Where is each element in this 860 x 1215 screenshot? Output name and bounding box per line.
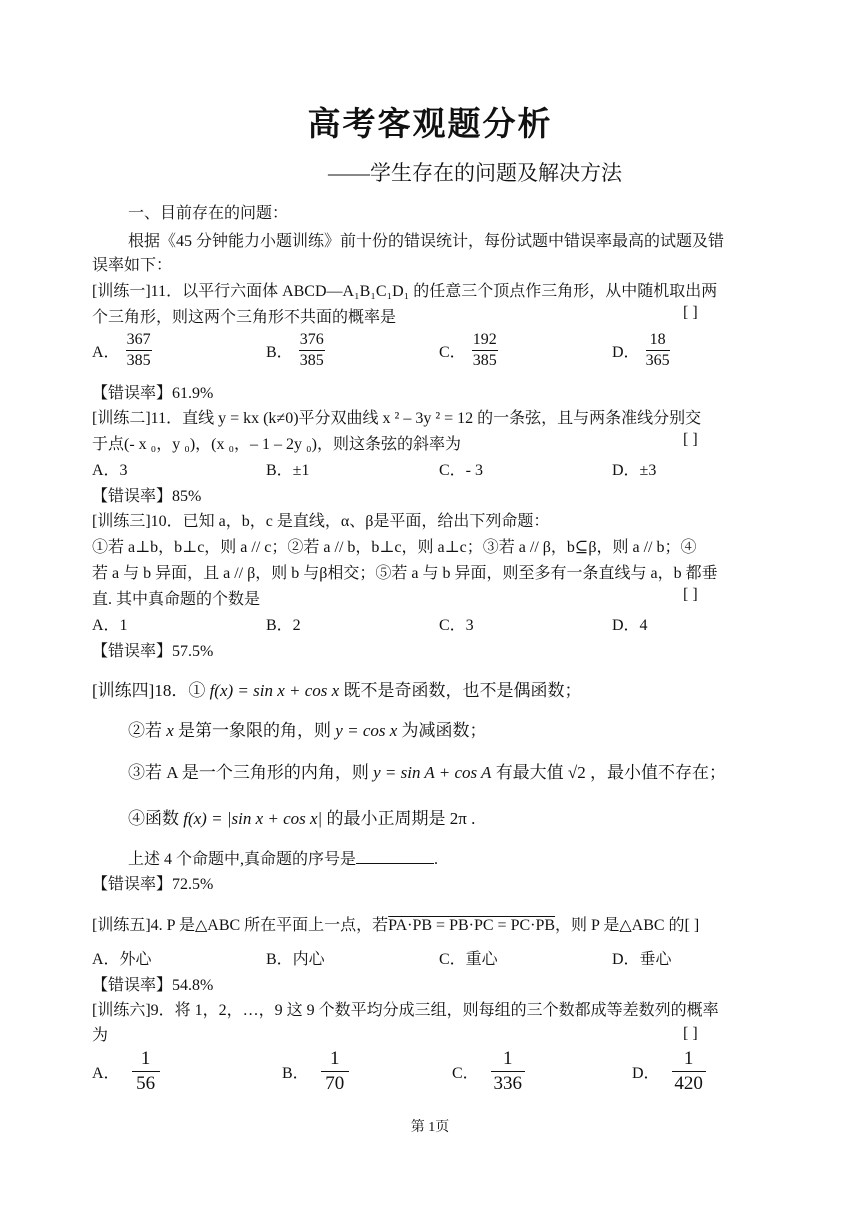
option-label: D． [612, 344, 640, 361]
q1-option-d [612, 330, 670, 371]
math-expression: x [166, 721, 174, 740]
denominator: 70 [325, 1072, 345, 1094]
q4-text: ②若 [128, 721, 167, 740]
q2-error-rate: 【错误率】85% [92, 488, 202, 505]
math-expression: f(x) = sin x + cos x [209, 681, 340, 700]
q3-option-c: C．3 [439, 617, 474, 634]
q6-option-a [92, 1047, 160, 1096]
math-expression: y = cos x [335, 721, 398, 740]
option-label: B． [266, 344, 293, 361]
q4-error-rate: 【错误率】72.5% [92, 876, 214, 893]
denominator: 336 [493, 1072, 522, 1094]
option-label: A． [92, 1064, 120, 1082]
numerator: 192 [472, 330, 498, 351]
vector-expression: PA·PB = PB·PC = PC·PB [388, 917, 556, 934]
fraction [672, 1047, 706, 1096]
q4-line-5 [128, 846, 438, 869]
numerator: 18 [646, 330, 670, 351]
q6-option-b [282, 1047, 349, 1096]
q4-text: 的最小正周期是 2π . [322, 809, 476, 828]
q2-option-c: C．- 3 [439, 462, 484, 479]
q4-text: 既不是奇函数，也不是偶函数； [339, 681, 582, 700]
q4-line-2 [128, 716, 487, 741]
denominator: 385 [299, 352, 324, 369]
document-title: 高考客观题分析 [307, 104, 553, 143]
q1-line-1: [训练一]11．以平行六面体 ABCD—A₁B₁C₁D₁ 的任意三个顶点作三角形，从中随机取出两 [92, 283, 718, 300]
q5-text: [训练五]4. P 是△ABC 所在平面上一点，若 [92, 917, 389, 934]
q5-option-d: D．垂心 [612, 951, 672, 968]
q6-option-c [452, 1047, 525, 1096]
q4-line-4 [128, 804, 475, 829]
denominator: 385 [472, 352, 497, 369]
q2-option-d: D．±3 [612, 462, 657, 479]
math-expression: y = sin A + cos A [373, 763, 492, 782]
denominator: 385 [126, 352, 151, 369]
q3-line-3: 若 a 与 b 异面，且 a // β，则 b 与β相交；⑤若 a 与 b 异面，则至多有一条直线与 a，b 都垂 [92, 565, 718, 582]
fraction [299, 330, 325, 371]
answer-blank[interactable] [356, 849, 434, 864]
denominator: 365 [645, 352, 670, 369]
q3-answer-bracket: [ ] [683, 586, 698, 603]
fraction [646, 330, 670, 371]
fraction [472, 330, 498, 371]
q4-text: ④函数 [128, 809, 184, 828]
q4-prefix: [训练四]18．① [92, 681, 210, 700]
numerator: 376 [299, 330, 325, 351]
q1-line-2: 个三角形，则这两个三角形不共面的概率是 [92, 309, 397, 326]
q3-option-a: A．1 [92, 617, 128, 634]
q4-line-3 [128, 758, 726, 783]
q6-line-1: [训练六]9．将 1，2，…，9 这 9 个数平均分成三组，则每组的三个数都成等差数列的概率 [92, 1002, 719, 1019]
q4-text: 有最大值 √2 ，最小值不存在； [491, 763, 727, 782]
option-label: C． [439, 344, 466, 361]
document-subtitle: ——学生存在的问题及解决方法 [328, 161, 622, 185]
q5-text: ，则 P 是△ABC 的[ ] [555, 917, 700, 934]
q1-answer-bracket: [ ] [683, 304, 698, 321]
q5-error-rate: 【错误率】54.8% [92, 977, 214, 994]
q1-option-b [266, 330, 325, 371]
q4-text: 是第一象限的角，则 [173, 721, 336, 740]
intro-line-2: 误率如下： [92, 257, 173, 274]
numerator: 1 [672, 1047, 706, 1072]
q6-option-d [632, 1047, 706, 1096]
fraction [126, 330, 152, 371]
fraction [321, 1047, 349, 1096]
q5-option-b: B．内心 [266, 951, 325, 968]
denominator: 420 [674, 1072, 703, 1094]
q6-line-2: 为 [92, 1027, 109, 1044]
q5-option-c: C．重心 [439, 951, 498, 968]
q3-option-b: B．2 [266, 617, 301, 634]
option-label: D． [632, 1064, 660, 1082]
numerator: 1 [491, 1047, 525, 1072]
q3-line-2: ①若 a⊥b，b⊥c，则 a // c；②若 a // b，b⊥c，则 a⊥c；③若 a // β，b⊆β，则 a // b；④ [92, 539, 697, 556]
numerator: 1 [132, 1047, 160, 1072]
q4-text: . [434, 851, 439, 868]
q2-option-a: A．3 [92, 462, 128, 479]
q1-option-a [92, 330, 152, 371]
q3-option-d: D．4 [612, 617, 648, 634]
fraction [132, 1047, 160, 1096]
q2-line-1: [训练二]11．直线 y = kx (k≠0)平分双曲线 x ² – 3y ² = 12 的一条弦，且与两条准线分别交 [92, 410, 702, 427]
q5-option-a: A．外心 [92, 951, 152, 968]
numerator: 367 [126, 330, 152, 351]
math-expression: f(x) = |sin x + cos x| [183, 809, 323, 828]
q4-text: ③若 A 是一个三角形的内角，则 [128, 763, 374, 782]
q6-answer-bracket: [ ] [683, 1025, 698, 1042]
q1-error-rate: 【错误率】61.9% [92, 385, 214, 402]
q5-line-1 [92, 912, 699, 935]
q1-option-c [439, 330, 498, 371]
q3-line-4: 直. 其中真命题的个数是 [92, 591, 261, 608]
fraction [491, 1047, 525, 1096]
section-heading: 一、目前存在的问题： [128, 205, 289, 222]
option-label: B． [282, 1064, 309, 1082]
option-label: A． [92, 344, 120, 361]
q4-text: 上述 4 个命题中,真命题的序号是 [128, 851, 357, 868]
q2-line-2: 于点(- x ₀，y ₀)，(x ₀，– 1 – 2y ₀)，则这条弦的斜率为 [92, 436, 461, 453]
q2-option-b: B．±1 [266, 462, 310, 479]
q4-line-1 [92, 676, 581, 701]
q3-error-rate: 【错误率】57.5% [92, 643, 214, 660]
page-footer: 第 1页 [410, 1120, 450, 1135]
intro-line-1: 根据《45 分钟能力小题训练》前十份的错误统计，每份试题中错误率最高的试题及错 [128, 233, 725, 250]
denominator: 56 [136, 1072, 156, 1094]
option-label: C． [452, 1064, 479, 1082]
q4-text: 为减函数； [397, 721, 487, 740]
numerator: 1 [321, 1047, 349, 1072]
q3-line-1: [训练三]10．已知 a，b，c 是直线，α、β是平面，给出下列命题： [92, 513, 550, 530]
q2-answer-bracket: [ ] [683, 431, 698, 448]
